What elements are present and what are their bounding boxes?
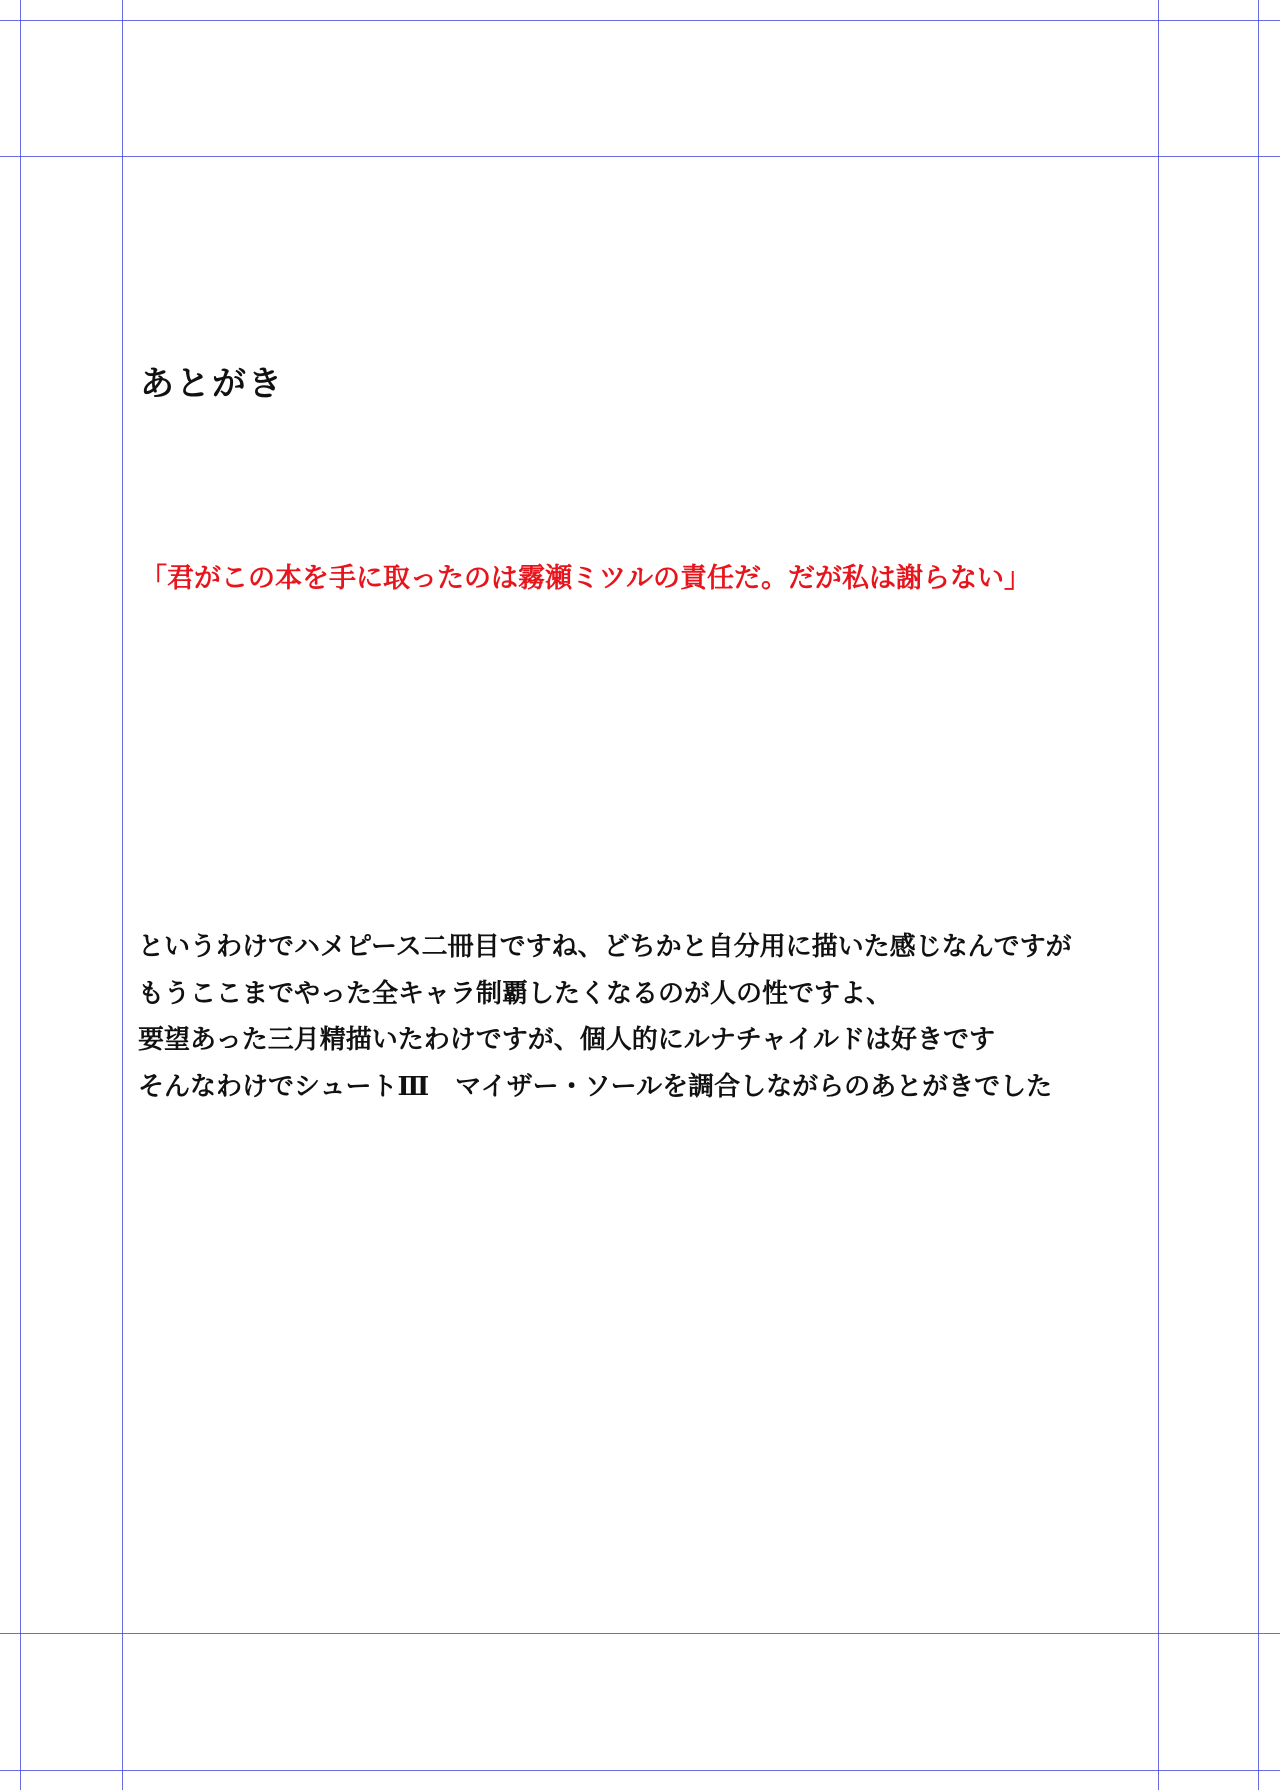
guide-line-top-inner bbox=[0, 156, 1280, 157]
guide-line-left-outer bbox=[20, 0, 21, 1790]
body-line-1: というわけでハメピース二冊目ですね、どちかと自分用に描いた感じなんですが bbox=[138, 932, 1072, 962]
guide-line-left-inner bbox=[122, 0, 123, 1790]
body-line-3: 要望あった三月精描いたわけですが、個人的にルナチャイルドは好きです bbox=[138, 1025, 995, 1055]
guide-line-right-inner bbox=[1158, 0, 1159, 1790]
page-heading: あとがき bbox=[140, 364, 284, 404]
quote-line: 「君がこの本を手に取ったのは霧瀬ミツルの責任だ。だが私は謝らない」 bbox=[140, 563, 1031, 594]
guide-line-bottom-outer bbox=[0, 1770, 1280, 1771]
body-line-4: そんなわけでシュートⅢ マイザー・ソールを調合しながらのあとがきでした bbox=[138, 1071, 1053, 1102]
afterword-body bbox=[138, 924, 1072, 1110]
body-line-2: もうここまでやった全キャラ制覇したくなるのが人の性ですよ、 bbox=[138, 978, 893, 1009]
guide-line-right-outer bbox=[1258, 0, 1259, 1790]
guide-line-top-outer bbox=[0, 20, 1280, 21]
guide-line-bottom-inner bbox=[0, 1633, 1280, 1634]
